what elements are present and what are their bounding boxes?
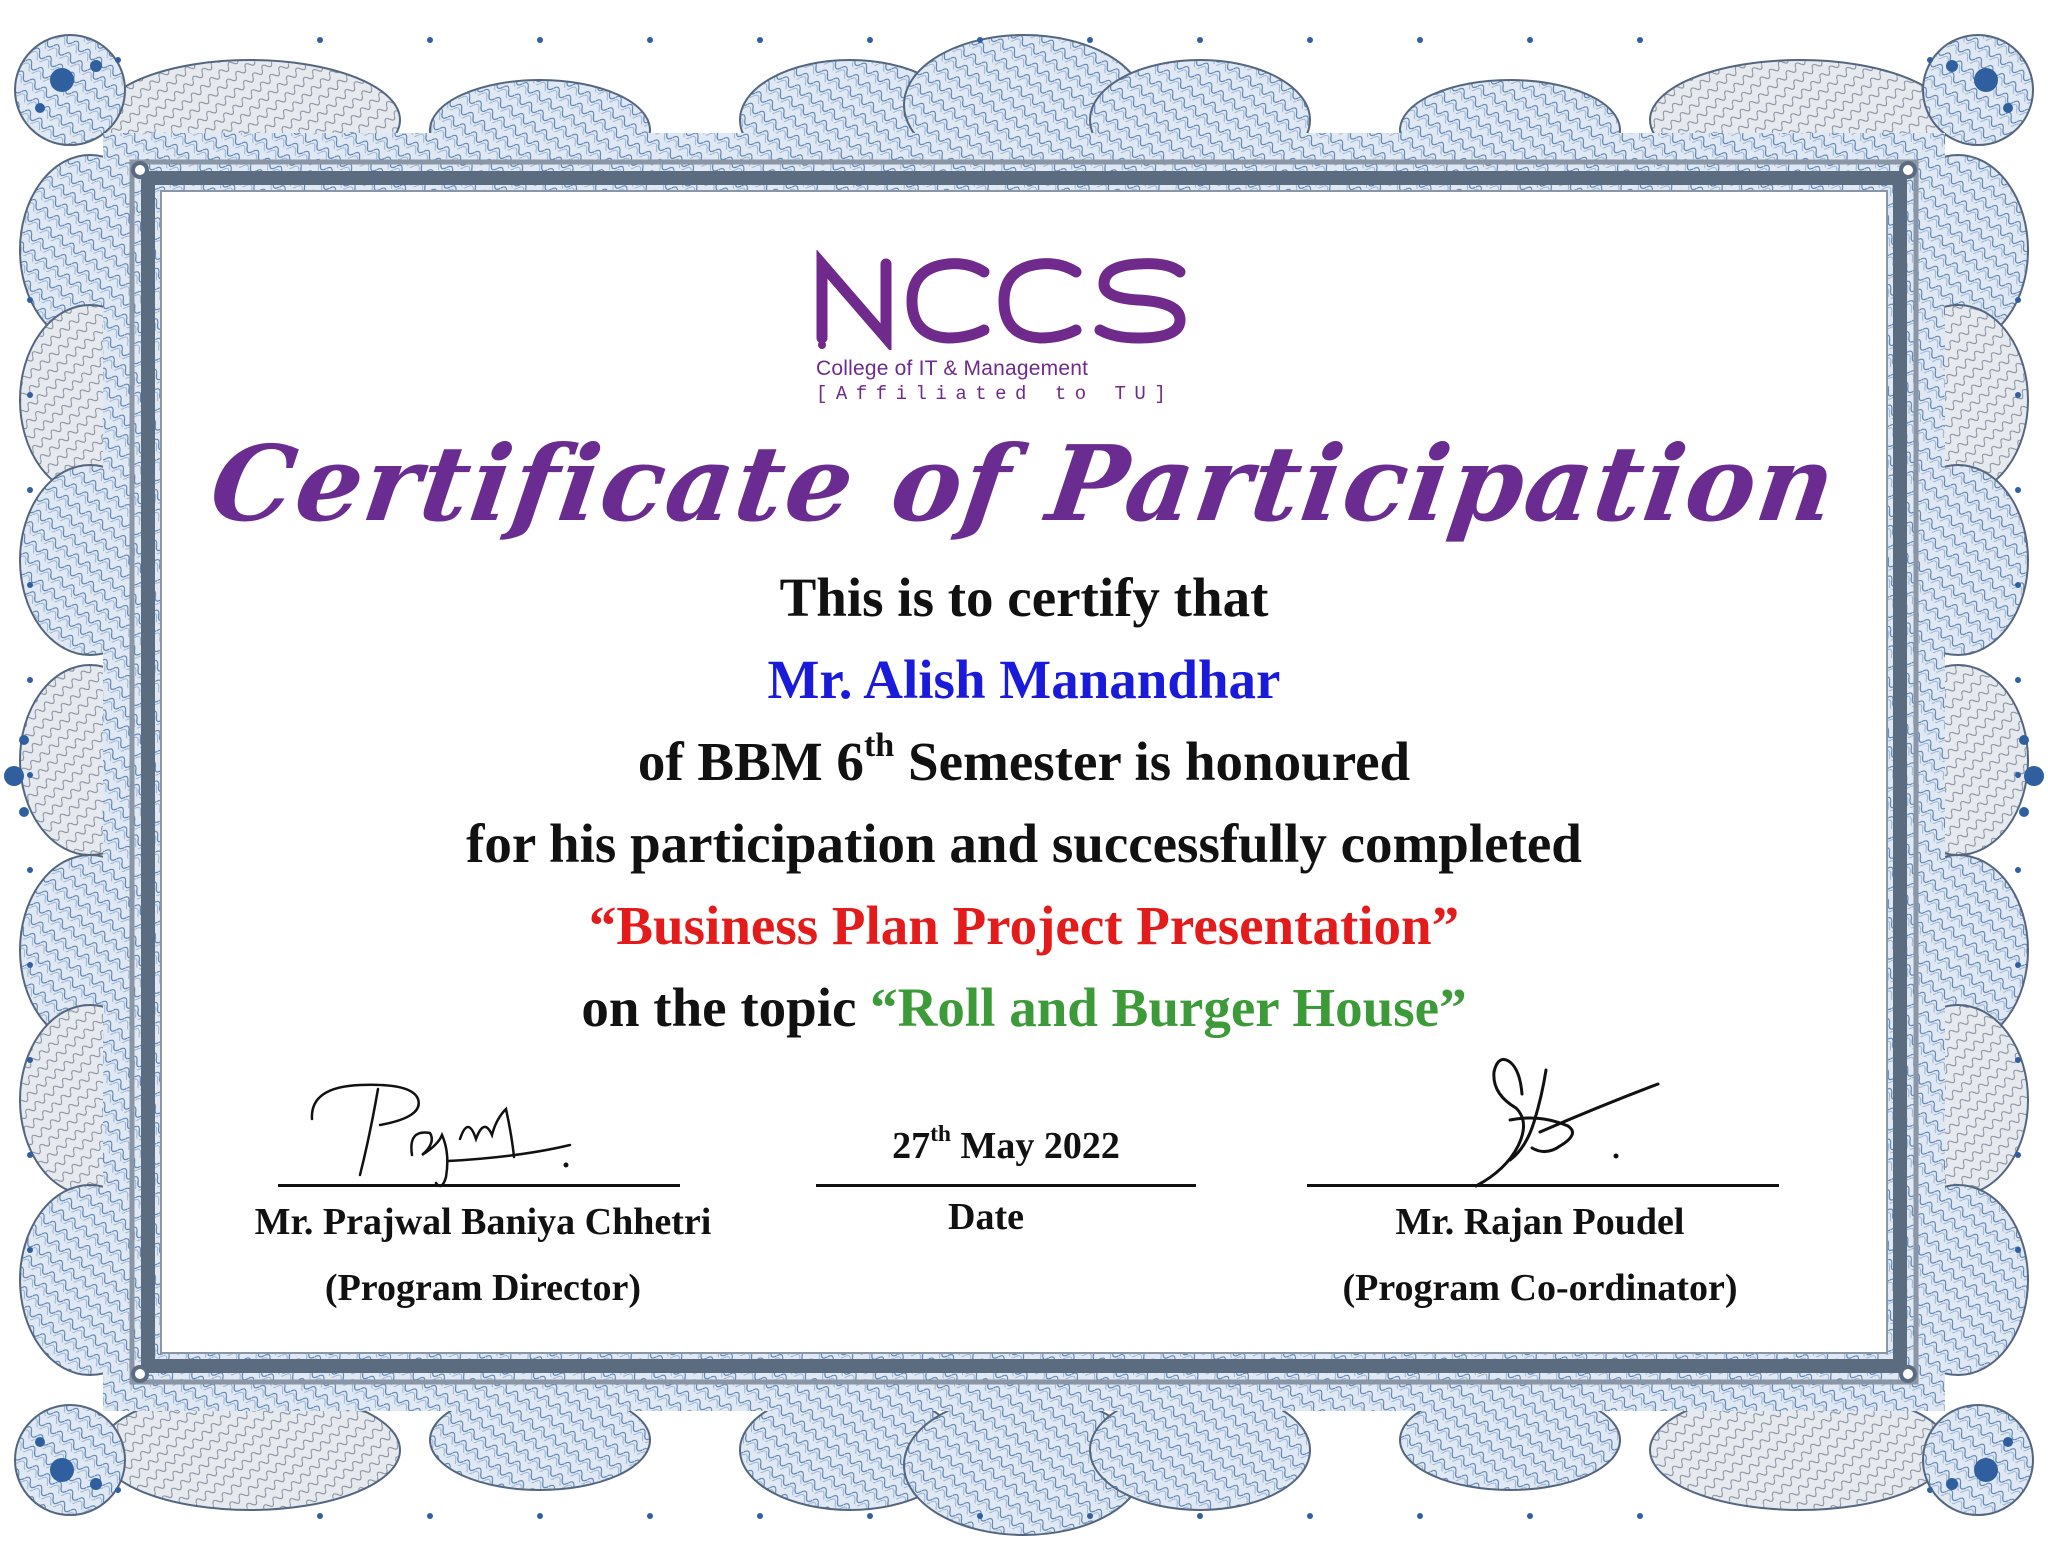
certificate-title: Certificate of Participation [203, 422, 1845, 545]
date-label: Date [948, 1196, 1024, 1238]
date-value [816, 1120, 1196, 1168]
left-signature-line [278, 1184, 680, 1187]
program-line [0, 726, 2048, 793]
date-rest: May 2022 [951, 1125, 1120, 1167]
program-suffix: Semester is honoured [894, 731, 1411, 792]
right-signatory-name: Mr. Rajan Poudel [1395, 1201, 1685, 1243]
left-signatory-role: (Program Director) [324, 1267, 642, 1309]
intro-line: This is to certify that [779, 567, 1269, 628]
right-signatory-role: (Program Co-ordinator) [1342, 1267, 1738, 1309]
right-signature [1450, 1050, 1680, 1190]
date-line [816, 1184, 1196, 1187]
recipient-name: Mr. Alish Manandhar [767, 649, 1281, 710]
right-signature-line [1307, 1184, 1779, 1187]
topic-prefix: on the topic [581, 977, 871, 1038]
topic-line [0, 976, 2048, 1039]
date-sup: th [930, 1120, 952, 1147]
nccs-wordmark-logo [808, 250, 1198, 350]
program-sup: th [863, 726, 895, 764]
date-day: 27 [892, 1125, 931, 1167]
event-name: “Business Plan Project Presentation” [588, 895, 1460, 956]
logo-subtitle: College of IT & Management [816, 357, 1089, 380]
topic-name: “Roll and Burger House” [870, 977, 1467, 1038]
left-signature [300, 1075, 600, 1195]
participation-line: for his participation and successfully completed [466, 813, 1582, 874]
nccs-logo [808, 250, 1198, 410]
logo-affiliation: [Affiliated to TU] [816, 383, 1175, 405]
left-signatory-name: Mr. Prajwal Baniya Chhetri [254, 1201, 712, 1243]
program-prefix: of BBM 6 [637, 731, 864, 792]
